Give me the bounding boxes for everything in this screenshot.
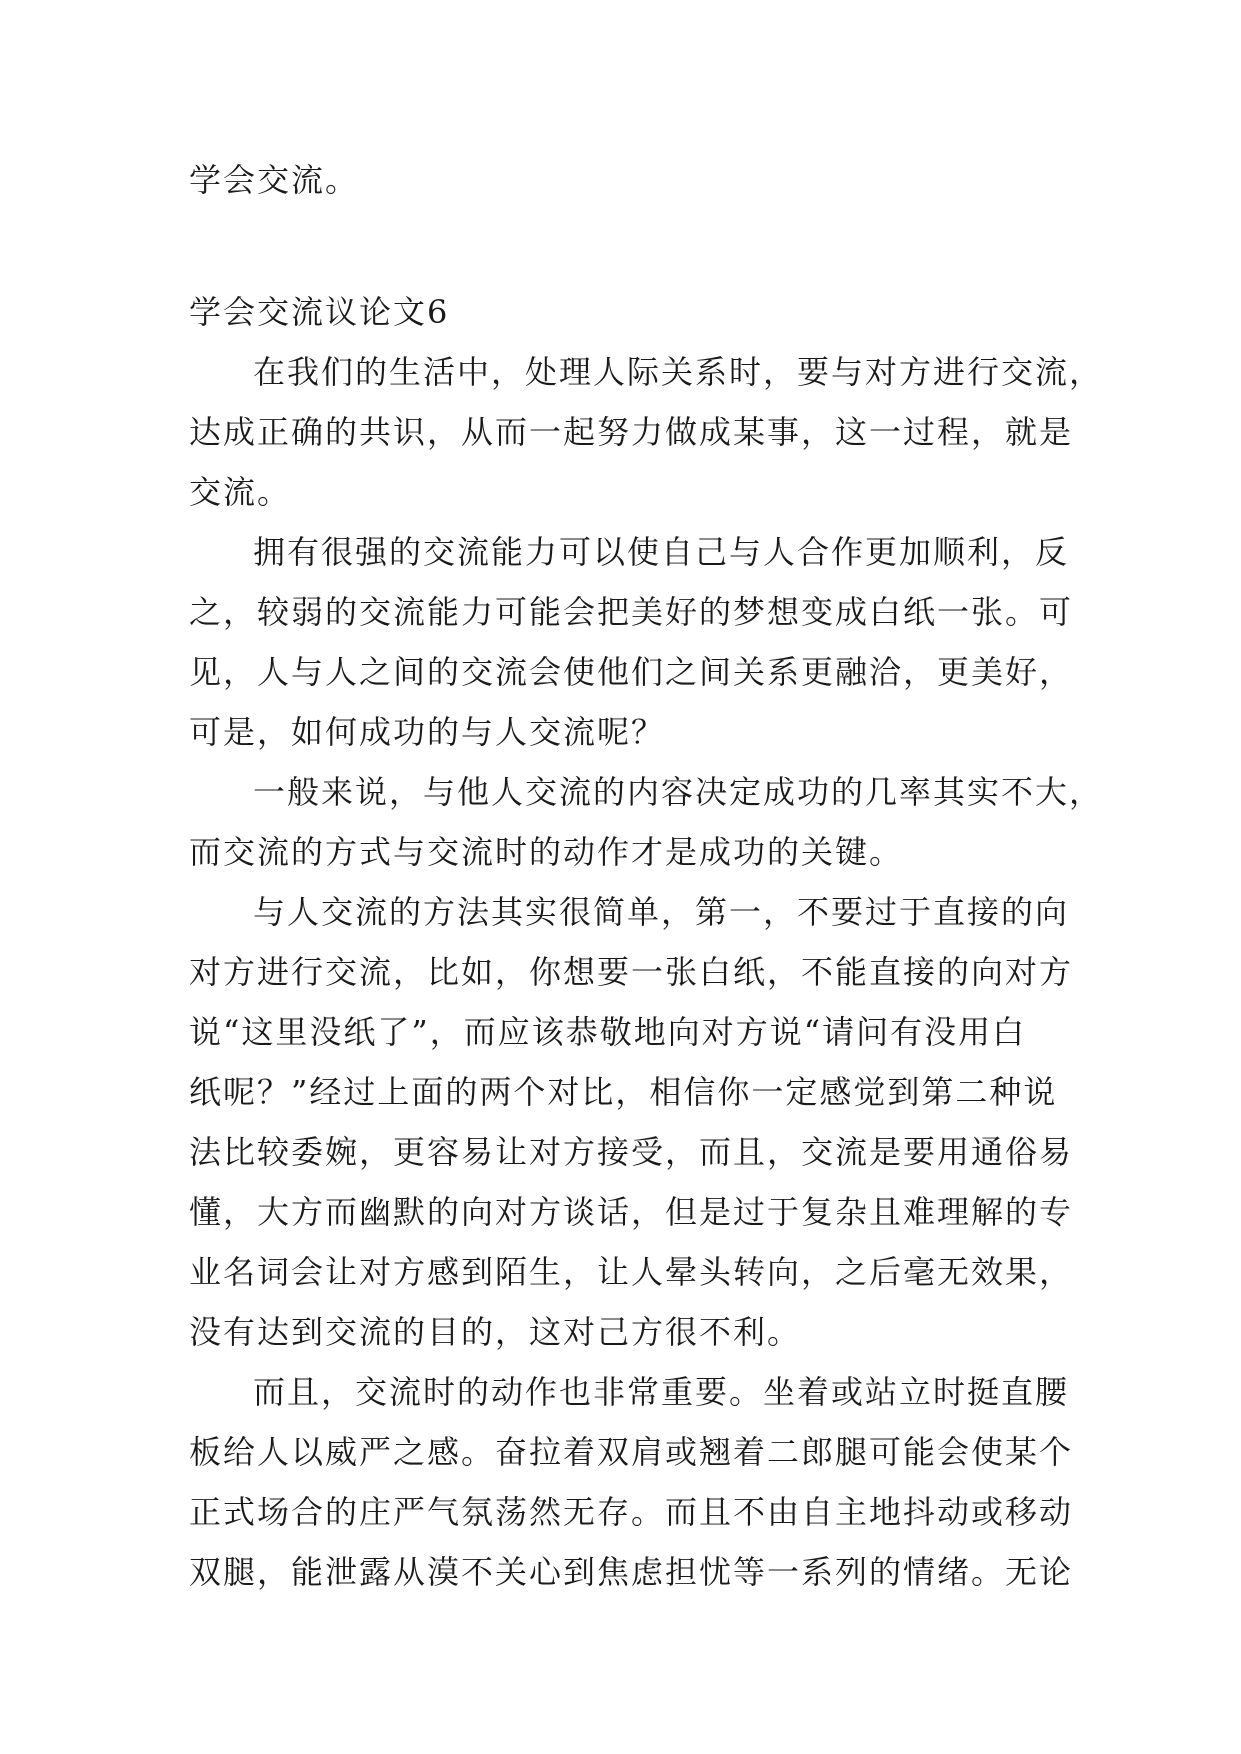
carryover-line: 学会交流。: [189, 161, 360, 199]
paragraph: [189, 882, 1074, 1362]
paragraph-line: 交流。: [189, 473, 292, 511]
paragraph-line: 法比较委婉，更容易让对方接受，而且，交流是要用通俗易: [189, 1133, 1074, 1171]
paragraph: [189, 522, 1074, 762]
paragraph-line: 说“这里没纸了”，而应该恭敬地向对方说“请问有没用白: [189, 1013, 1027, 1051]
paragraph-line: 对方进行交流，比如，你想要一张白纸，不能直接的向对方: [189, 953, 1074, 991]
paragraph-line: 懂，大方而幽默的向对方谈话，但是过于复杂且难理解的专: [189, 1193, 1074, 1231]
paragraph-line: 正式场合的庄严气氛荡然无存。而且不由自主地抖动或移动: [189, 1493, 1074, 1531]
paragraph-line: 见，人与人之间的交流会使他们之间关系更融洽，更美好，: [189, 653, 1074, 691]
paragraph-line: 在我们的生活中，处理人际关系时，要与对方进行交流，: [253, 353, 1104, 391]
text-column: [189, 150, 1104, 1602]
paragraph-line: 可是，如何成功的与人交流呢？: [189, 713, 666, 751]
paragraph-line: 业名词会让对方感到陌生，让人晕头转向，之后毫无效果，: [189, 1253, 1074, 1291]
paragraph-line: 一般来说，与他人交流的内容决定成功的几率其实不大，: [253, 773, 1104, 811]
paragraph: [189, 1362, 1074, 1602]
paragraph-line: 之，较弱的交流能力可能会把美好的梦想变成白纸一张。可: [189, 593, 1074, 631]
paragraph-line: 纸呢？”经过上面的两个对比，相信你一定感觉到第二种说: [189, 1073, 1058, 1111]
section-heading: 学会交流议论文6: [189, 293, 450, 331]
paragraph-line: 拥有很强的交流能力可以使自己与人合作更加顺利，反: [253, 533, 1070, 571]
paragraph-line: 双腿，能泄露从漠不关心到焦虑担忧等一系列的情绪。无论: [189, 1553, 1074, 1591]
section-gap: [189, 210, 1061, 282]
paragraph-line: 板给人以威严之感。奋拉着双肩或翘着二郎腿可能会使某个: [189, 1433, 1074, 1471]
paragraph-line: 达成正确的共识，从而一起努力做成某事，这一过程，就是: [189, 413, 1074, 451]
paragraph-line: 而且，交流时的动作也非常重要。坐着或站立时挺直腰: [253, 1373, 1070, 1411]
paragraph: [189, 342, 1104, 522]
paragraph-line: 与人交流的方法其实很简单，第一，不要过于直接的向: [253, 893, 1070, 931]
paragraph: [189, 762, 1104, 882]
paragraph-line: 没有达到交流的目的，这对己方很不利。: [189, 1313, 802, 1351]
paragraph-line: 而交流的方式与交流时的动作才是成功的关键。: [189, 833, 904, 871]
